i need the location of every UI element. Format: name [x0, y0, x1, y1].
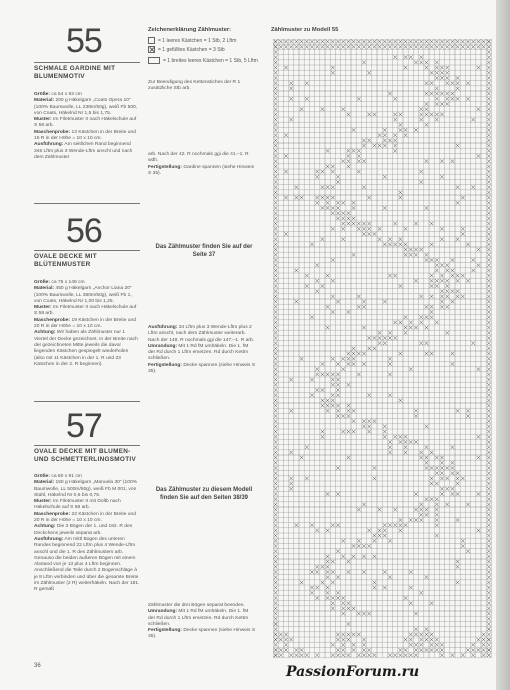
model-paragraph: Maschenprobe: 22 Kästchen in der Breite und 20 R in der Höhe = 10 x 10 cm.	[34, 511, 136, 524]
legend-title: Zeichenerklärung Zählmuster:	[148, 27, 232, 33]
watermark: PassionForum.ru	[286, 664, 420, 680]
page-number: 36	[34, 663, 41, 669]
model-title-56: OVALE DECKE MIT BLÜTENMUSTER	[34, 253, 97, 268]
model-title-57: OVALE DECKE MIT BLUMEN- UND SCHMETTERLINGSMOTIV	[34, 448, 137, 463]
crossed-square-icon	[148, 46, 155, 53]
model-body-57	[34, 474, 140, 594]
model-paragraph: Muster: Im Filetmuster II nach Häkelschule auf S 58 arb.	[34, 305, 137, 317]
model-paragraph: Muster: Im Filetmuster II mit Doltb nach Häkelschule auf S 58 arb.	[34, 499, 121, 511]
model-divider	[34, 445, 140, 446]
model-title-55: SCHMALE GARDINE MIT BLUMENMOTIV	[34, 65, 116, 80]
legend-row-filled: = 1 gefülltes Kästchen = 3 Stb	[148, 46, 225, 53]
page-edge-shadow	[496, 0, 510, 690]
model-number-56: 56	[66, 212, 102, 250]
instructions-55-continued: arb. Nach der 42. R nochmals ggi die 41.–1. R wdh. Fertigstellung: Gardine spannen (siehe Hinweis S 35).	[148, 152, 255, 176]
chart-title: Zählmuster zu Modell 55	[271, 27, 339, 33]
model-number-55: 55	[66, 22, 102, 60]
filet-chart-grid	[273, 39, 495, 659]
model-paragraph: Größe: ca 75 x 148 cm	[34, 280, 85, 285]
model-divider	[34, 401, 140, 402]
legend-row-wide: = 1 breites leeres Kästchen = 1 Stb, 5 Lftm	[148, 57, 260, 64]
model-paragraph: Achtung: Wir haben als Zählmuster nur 1 Viertel der Decke gezeichnet. In der Breite nach der gezeichneten Mitte jeweils die davor liegenden Kästchen gespiegelt wiederholen (also mit 11 Kästchen in der 1. R und 23 Kästchen in der 2. R beginnen).	[34, 330, 138, 367]
model-number-57: 57	[66, 407, 102, 445]
wide-square-icon	[148, 57, 160, 64]
legend-row-empty: = 1 leeres Kästchen = 1 Stb, 2 Lftm	[148, 37, 236, 44]
chart-reference-57: Das Zählmuster zu diesem Modell finden Sie auf den Seiten 38/39	[155, 487, 253, 501]
legend-footer: Zur Beendigung des Kettenstiches der R 1 zusätzliche Stb arb.	[148, 80, 241, 92]
model-paragraph: Ausführung: Am mittl Bogen des unteren Randes beginnend 22 Lftm plus 4 Wende-Lftm anschl und die 1. R des Zählmusters arb. Genauso die beiden äußeren Bögen mit einem Abstand von je 13 plus 4 Lftm beginnen. Anschließend die Teile durch 2 Bogenschläge à je 8 Lftm verbinden und über die gesamte Breite im Zählmuster (2 R) weiterhäkeln. Nach der 181. R gemäß	[34, 536, 140, 593]
model-paragraph: Material: 150 g Häkelgarn „Manuela 30“ (100% Baumwolle, LL 500m/50g), weiß Fb M 001, von Stahl, Häkelnd Nr 0,6 bis 0,75.	[34, 480, 138, 498]
model-paragraph: Achtung: Die 3 Bögen der 1. und 182. R des Deckchens jeweils separat arb.	[34, 524, 133, 536]
model-divider	[34, 250, 140, 251]
model-body-56	[34, 280, 140, 368]
chart-reference-56: Das Zählmuster finden Sie auf der Seite 37	[155, 244, 253, 258]
model-paragraph: Material: 200 g Häkelgarn „Coats Opera 10“ (100% Baumwolle, LL 238m/50g), weiß Fb 500, von Coats, Häkelnd Nr 1,5 bis 1,75.	[34, 98, 138, 116]
model-paragraph: Ausführung: Am seitlichen Rand beginnend 346 Lftm plus 3 Wende-Lftm anschl und nach dem Zählmuster	[34, 142, 133, 160]
model-paragraph: Maschenprobe: 13 Kästchen in der Breite und 15 R in der Höhe = 10 x 10 cm.	[34, 129, 136, 142]
instructions-57-continued: Zählmuster die drei Bögen separat beenden. Umrandung: Mit 1 Rd fM umhäkeln. Die 1. fM der Rd durch 1 Lftm ersetzen. Rd durch Kettm schließen. Fertigstellung: Decke spannen (siehe Hinweis S 35).	[148, 603, 256, 640]
empty-square-icon	[148, 37, 155, 44]
model-divider	[34, 203, 140, 204]
instructions-56-continued: Ausführung: 34 Lftm plus 3 Wende-Lftm plus 2 Lftm anschl, nach dem Zählmuster weiterarb. Nach der 148. R nochmals ggi die 147.–1. R arb. Umrandung: Mit 1 Rd fM umhäkeln. Die 1. fM der Rd durch 1 Lftm ersetzen. Rd durch Kettm schließen. Fertigstellung: Decke spannen (siehe Hinweis S 35).	[148, 325, 256, 375]
model-paragraph: Größe: ca 54 x 93 cm	[34, 92, 82, 97]
model-paragraph: Muster: Im Filetmuster II nach Häkelschule auf S 58 arb.	[34, 117, 137, 129]
model-body-55	[34, 92, 140, 161]
model-paragraph: Größe: ca 60 x 91 cm	[34, 474, 82, 479]
model-paragraph: Maschenprobe: 19 Kästchen in der Breite und 20 R in der Höhe = 10 x 10 cm.	[34, 317, 136, 330]
filet-chart	[273, 39, 495, 659]
model-paragraph: Material: 450 g Häkelgarn „Anchor Liana 20“ (100% Baumwolle, LL 380m/50g), weiß Fb 1, von Coats, Häkelnd Nr 1,00 bis 1,25.	[34, 286, 132, 304]
model-divider	[34, 62, 140, 63]
